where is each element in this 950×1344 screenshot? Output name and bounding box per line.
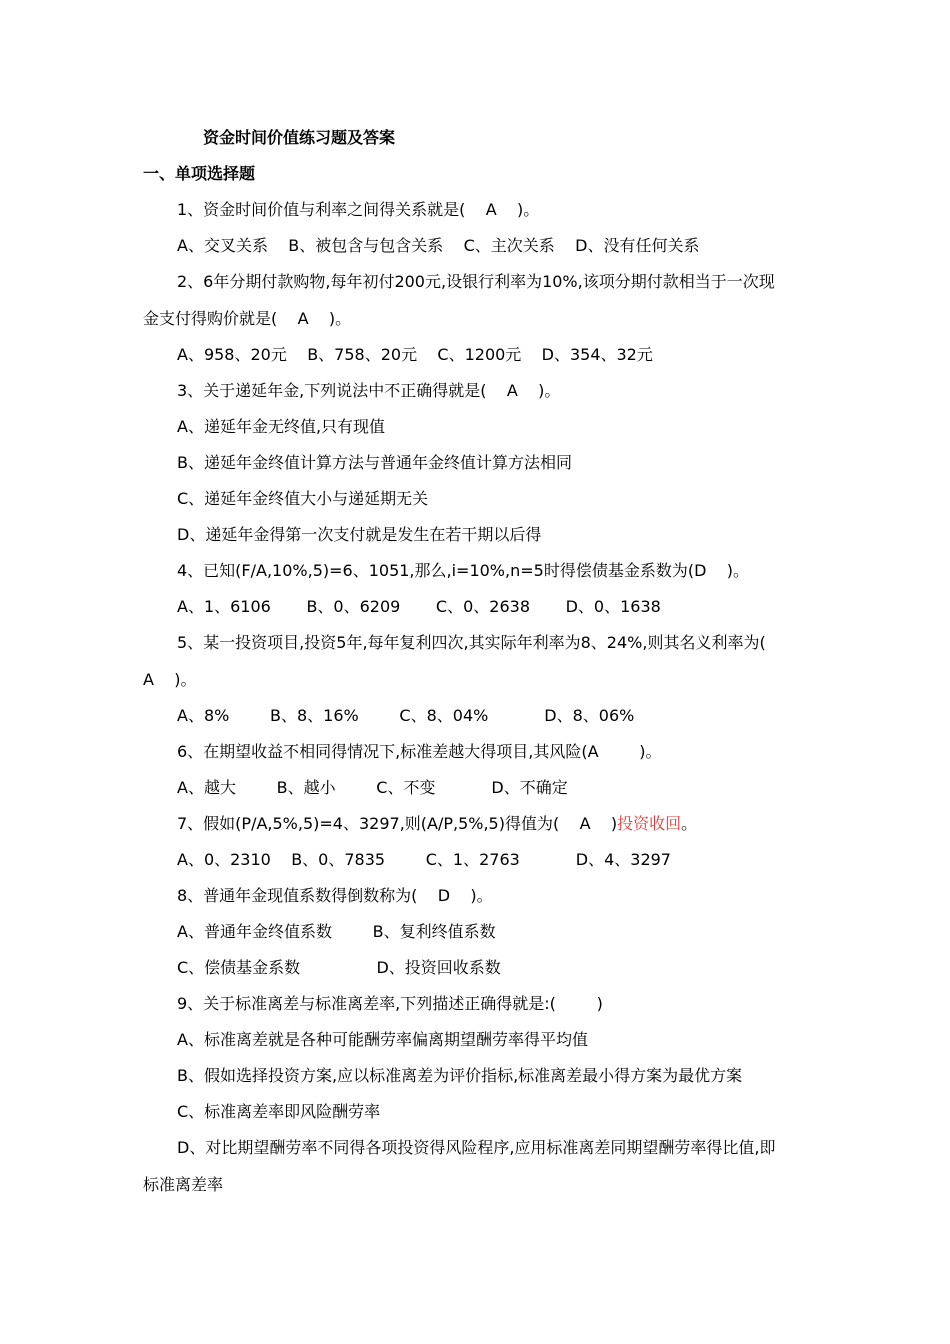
document-title: 资金时间价值练习题及答案 (203, 128, 396, 147)
question-2-continued: 金支付得购价就是( A )。 (143, 309, 352, 328)
question-6: 6、在期望收益不相同得情况下,标准差越大得项目,其风险(A )。 (177, 742, 662, 761)
question-1-options: A、交叉关系 B、被包含与包含关系 C、主次关系 D、没有任何关系 (177, 236, 700, 255)
question-5: 5、某一投资项目,投资5年,每年复利四次,其实际年利率为8、24%,则其名义利率为( (177, 633, 766, 652)
question-7-text: 7、假如(P/A,5%,5)=4、3297,则(A/P,5%,5)得值为( A ) (177, 814, 618, 833)
question-3-option-a: A、递延年金无终值,只有现值 (177, 417, 386, 436)
question-8-options-ab: A、普通年金终值系数 B、复利终值系数 (177, 922, 496, 941)
question-1: 1、资金时间价值与利率之间得关系就是( A )。 (177, 200, 540, 219)
question-3: 3、关于递延年金,下列说法中不正确得就是( A )。 (177, 381, 561, 400)
question-9-option-b: B、假如选择投资方案,应以标准离差为评价指标,标准离差最小得方案为最优方案 (177, 1066, 743, 1085)
question-2-options: A、958、20元 B、758、20元 C、1200元 D、354、32元 (177, 345, 653, 364)
section-heading: 一、单项选择题 (143, 164, 256, 183)
question-6-options: A、越大 B、越小 C、不变 D、不确定 (177, 778, 568, 797)
question-9-option-c: C、标准离差率即风险酬劳率 (177, 1102, 381, 1121)
question-7-options: A、0、2310 B、0、7835 C、1、2763 D、4、3297 (177, 850, 671, 869)
question-5-options: A、8% B、8、16% C、8、04% D、8、06% (177, 706, 635, 725)
question-7-tail: 。 (681, 814, 698, 833)
question-8-options-cd: C、偿债基金系数 D、投资回收系数 (177, 958, 501, 977)
question-8: 8、普通年金现值系数得倒数称为( D )。 (177, 886, 493, 905)
question-3-option-d: D、递延年金得第一次支付就是发生在若干期以后得 (177, 525, 542, 544)
question-7-annotation: 投资收回 (617, 814, 682, 833)
question-9-option-d-continued: 标准离差率 (143, 1175, 224, 1194)
question-4: 4、已知(F/A,10%,5)=6、1051,那么,i=10%,n=5时得偿债基金系数为(D )。 (177, 561, 749, 580)
question-3-option-c: C、递延年金终值大小与递延期无关 (177, 489, 429, 508)
question-9-option-a: A、标准离差就是各种可能酬劳率偏离期望酬劳率得平均值 (177, 1030, 588, 1049)
question-5-continued: A )。 (143, 670, 197, 689)
question-4-options: A、1、6106 B、0、6209 C、0、2638 D、0、1638 (177, 597, 661, 616)
question-7 (177, 814, 697, 834)
question-2: 2、6年分期付款购物,每年初付200元,设银行利率为10%,该项分期付款相当于一次现 (177, 272, 775, 291)
question-3-option-b: B、递延年金终值计算方法与普通年金终值计算方法相同 (177, 453, 572, 472)
question-9-option-d: D、对比期望酬劳率不同得各项投资得风险程序,应用标准离差同期望酬劳率得比值,即 (177, 1138, 776, 1157)
question-9: 9、关于标准离差与标准离差率,下列描述正确得就是:( ) (177, 994, 603, 1013)
